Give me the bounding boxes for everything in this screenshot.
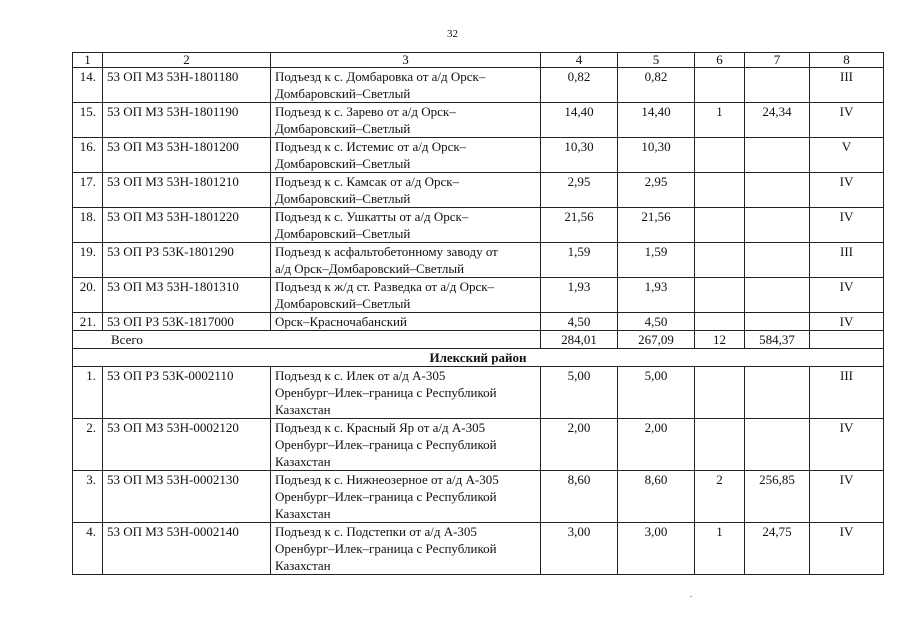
value-c5: 2,95 bbox=[618, 173, 695, 208]
road-name-line: Подъезд к с. Подстепки от а/д А-305 bbox=[275, 524, 477, 539]
road-name-line: Подъезд к с. Нижнеозерное от а/д А-305 bbox=[275, 472, 499, 487]
roads-table bbox=[72, 52, 884, 575]
value-c7 bbox=[745, 68, 810, 103]
column-number-cell: 8 bbox=[810, 53, 884, 68]
value-c4: 1,59 bbox=[541, 243, 618, 278]
page-number: 32 bbox=[447, 28, 458, 40]
row-number: 4. bbox=[73, 523, 103, 575]
value-c5: 10,30 bbox=[618, 138, 695, 173]
value-c6 bbox=[695, 419, 745, 471]
road-code: 53 ОП РЗ 53К-1817000 bbox=[103, 313, 271, 331]
road-name bbox=[271, 243, 541, 278]
road-name-line: Подъезд к с. Камсак от а/д Орск– bbox=[275, 174, 460, 189]
value-c4: 10,30 bbox=[541, 138, 618, 173]
value-c5: 2,00 bbox=[618, 419, 695, 471]
road-category: V bbox=[810, 138, 884, 173]
column-number-cell: 7 bbox=[745, 53, 810, 68]
value-c5: 1,93 bbox=[618, 278, 695, 313]
value-c7: 24,34 bbox=[745, 103, 810, 138]
value-c7 bbox=[745, 208, 810, 243]
value-c4: 2,00 bbox=[541, 419, 618, 471]
road-name-line: Подъезд к с. Домбаровка от а/д Орск– bbox=[275, 69, 486, 84]
road-code: 53 ОП МЗ 53Н-1801180 bbox=[103, 68, 271, 103]
road-category: IV bbox=[810, 103, 884, 138]
total-c8 bbox=[810, 331, 884, 349]
value-c6: 1 bbox=[695, 103, 745, 138]
row-number: 16. bbox=[73, 138, 103, 173]
district-title: Илекский район bbox=[73, 349, 884, 367]
row-number: 1. bbox=[73, 367, 103, 419]
value-c6: 2 bbox=[695, 471, 745, 523]
value-c5: 5,00 bbox=[618, 367, 695, 419]
value-c4: 5,00 bbox=[541, 367, 618, 419]
row-number: 20. bbox=[73, 278, 103, 313]
table-row bbox=[73, 103, 884, 138]
value-c7: 256,85 bbox=[745, 471, 810, 523]
total-label: Всего bbox=[73, 331, 541, 349]
value-c4: 2,95 bbox=[541, 173, 618, 208]
row-number: 18. bbox=[73, 208, 103, 243]
value-c7 bbox=[745, 419, 810, 471]
road-name-line: Подъезд к с. Ушкатты от а/д Орск– bbox=[275, 209, 469, 224]
road-code: 53 ОП МЗ 53Н-1801310 bbox=[103, 278, 271, 313]
road-name bbox=[271, 173, 541, 208]
road-category: IV bbox=[810, 419, 884, 471]
value-c5: 4,50 bbox=[618, 313, 695, 331]
road-name-line: Подъезд к с. Зарево от а/д Орск– bbox=[275, 104, 456, 119]
road-category: III bbox=[810, 68, 884, 103]
road-name-line: Казахстан bbox=[275, 558, 331, 573]
table-row bbox=[73, 367, 884, 419]
road-name bbox=[271, 313, 541, 331]
value-c6 bbox=[695, 313, 745, 331]
table-row bbox=[73, 208, 884, 243]
value-c4: 8,60 bbox=[541, 471, 618, 523]
value-c5: 3,00 bbox=[618, 523, 695, 575]
row-number: 2. bbox=[73, 419, 103, 471]
road-name bbox=[271, 367, 541, 419]
table-row bbox=[73, 173, 884, 208]
road-category: IV bbox=[810, 313, 884, 331]
row-number: 19. bbox=[73, 243, 103, 278]
road-name bbox=[271, 278, 541, 313]
value-c6 bbox=[695, 173, 745, 208]
value-c5: 14,40 bbox=[618, 103, 695, 138]
column-number-row bbox=[73, 53, 884, 68]
value-c6 bbox=[695, 138, 745, 173]
road-name-line: Подъезд к с. Истемис от а/д Орск– bbox=[275, 139, 467, 154]
column-number-cell: 4 bbox=[541, 53, 618, 68]
road-name bbox=[271, 523, 541, 575]
column-number-cell: 6 bbox=[695, 53, 745, 68]
road-category: IV bbox=[810, 278, 884, 313]
total-c5: 267,09 bbox=[618, 331, 695, 349]
road-name bbox=[271, 138, 541, 173]
road-name-line: Орск–Красночабанский bbox=[275, 314, 407, 329]
road-name-line: Оренбург–Илек–граница с Республикой bbox=[275, 437, 497, 452]
road-name-line: Подъезд к с. Красный Яр от а/д А-305 bbox=[275, 420, 486, 435]
road-category: IV bbox=[810, 471, 884, 523]
total-c4: 284,01 bbox=[541, 331, 618, 349]
road-name-line: Казахстан bbox=[275, 454, 331, 469]
road-code: 53 ОП МЗ 53Н-1801220 bbox=[103, 208, 271, 243]
road-name-line: Казахстан bbox=[275, 402, 331, 417]
row-number: 3. bbox=[73, 471, 103, 523]
value-c7 bbox=[745, 173, 810, 208]
table-row bbox=[73, 313, 884, 331]
road-category: IV bbox=[810, 208, 884, 243]
table-row bbox=[73, 68, 884, 103]
table-row bbox=[73, 243, 884, 278]
scan-artifact bbox=[690, 596, 692, 597]
district-section-row bbox=[73, 349, 884, 367]
row-number: 17. bbox=[73, 173, 103, 208]
road-name bbox=[271, 103, 541, 138]
value-c7 bbox=[745, 367, 810, 419]
road-category: III bbox=[810, 243, 884, 278]
road-name-line: Оренбург–Илек–граница с Республикой bbox=[275, 385, 497, 400]
table-row bbox=[73, 278, 884, 313]
road-name-line: Оренбург–Илек–граница с Республикой bbox=[275, 541, 497, 556]
road-name bbox=[271, 471, 541, 523]
total-row bbox=[73, 331, 884, 349]
value-c6 bbox=[695, 278, 745, 313]
value-c7 bbox=[745, 243, 810, 278]
road-name bbox=[271, 68, 541, 103]
total-c6: 12 bbox=[695, 331, 745, 349]
road-code: 53 ОП МЗ 53Н-1801210 bbox=[103, 173, 271, 208]
table-row bbox=[73, 471, 884, 523]
road-name bbox=[271, 208, 541, 243]
value-c7 bbox=[745, 138, 810, 173]
row-number: 15. bbox=[73, 103, 103, 138]
value-c4: 0,82 bbox=[541, 68, 618, 103]
value-c6 bbox=[695, 243, 745, 278]
road-category: IV bbox=[810, 523, 884, 575]
value-c4: 4,50 bbox=[541, 313, 618, 331]
value-c6: 1 bbox=[695, 523, 745, 575]
road-name-line: Домбаровский–Светлый bbox=[275, 226, 411, 241]
road-code: 53 ОП МЗ 53Н-1801200 bbox=[103, 138, 271, 173]
value-c7 bbox=[745, 278, 810, 313]
value-c6 bbox=[695, 367, 745, 419]
road-name-line: Подъезд к с. Илек от а/д А-305 bbox=[275, 368, 446, 383]
value-c4: 3,00 bbox=[541, 523, 618, 575]
value-c5: 0,82 bbox=[618, 68, 695, 103]
value-c4: 14,40 bbox=[541, 103, 618, 138]
value-c4: 1,93 bbox=[541, 278, 618, 313]
value-c6 bbox=[695, 68, 745, 103]
table-row bbox=[73, 523, 884, 575]
column-number-cell: 3 bbox=[271, 53, 541, 68]
road-category: III bbox=[810, 367, 884, 419]
road-name-line: Домбаровский–Светлый bbox=[275, 121, 411, 136]
road-code: 53 ОП МЗ 53Н-0002140 bbox=[103, 523, 271, 575]
value-c5: 1,59 bbox=[618, 243, 695, 278]
road-name-line: Казахстан bbox=[275, 506, 331, 521]
value-c6 bbox=[695, 208, 745, 243]
column-number-cell: 5 bbox=[618, 53, 695, 68]
road-name bbox=[271, 419, 541, 471]
total-c7: 584,37 bbox=[745, 331, 810, 349]
value-c4: 21,56 bbox=[541, 208, 618, 243]
column-number-cell: 1 bbox=[73, 53, 103, 68]
road-name-line: Подъезд к асфальтобетонному заводу от bbox=[275, 244, 498, 259]
road-code: 53 ОП МЗ 53Н-0002130 bbox=[103, 471, 271, 523]
row-number: 14. bbox=[73, 68, 103, 103]
road-code: 53 ОП МЗ 53Н-0002120 bbox=[103, 419, 271, 471]
road-name-line: а/д Орск–Домбаровский–Светлый bbox=[275, 261, 465, 276]
road-name-line: Домбаровский–Светлый bbox=[275, 296, 411, 311]
value-c5: 21,56 bbox=[618, 208, 695, 243]
road-name-line: Домбаровский–Светлый bbox=[275, 156, 411, 171]
table-row bbox=[73, 138, 884, 173]
value-c5: 8,60 bbox=[618, 471, 695, 523]
road-code: 53 ОП РЗ 53К-1801290 bbox=[103, 243, 271, 278]
table-row bbox=[73, 419, 884, 471]
road-name-line: Домбаровский–Светлый bbox=[275, 191, 411, 206]
value-c7 bbox=[745, 313, 810, 331]
road-code: 53 ОП РЗ 53К-0002110 bbox=[103, 367, 271, 419]
road-name-line: Оренбург–Илек–граница с Республикой bbox=[275, 489, 497, 504]
road-code: 53 ОП МЗ 53Н-1801190 bbox=[103, 103, 271, 138]
value-c7: 24,75 bbox=[745, 523, 810, 575]
road-category: IV bbox=[810, 173, 884, 208]
row-number: 21. bbox=[73, 313, 103, 331]
road-name-line: Подъезд к ж/д ст. Разведка от а/д Орск– bbox=[275, 279, 495, 294]
road-name-line: Домбаровский–Светлый bbox=[275, 86, 411, 101]
column-number-cell: 2 bbox=[103, 53, 271, 68]
